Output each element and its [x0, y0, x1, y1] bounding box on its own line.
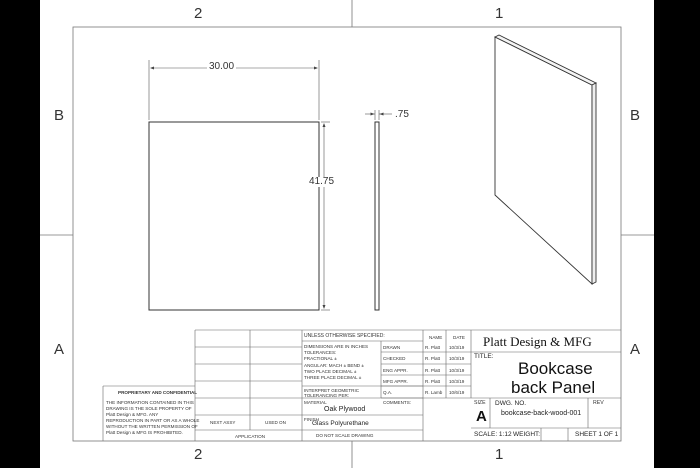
material-value: Oak Plywood	[324, 406, 366, 413]
proprietary-line: THE INFORMATION CONTAINED IN THIS	[106, 400, 194, 405]
finish-label: FINISH	[304, 417, 320, 422]
dwg-no-value: bookcase-back-wood-001	[501, 410, 582, 417]
zone-label: B	[630, 107, 641, 124]
zone-label: 1	[495, 5, 504, 22]
isometric-panel	[495, 35, 596, 284]
proprietary-line: Platt Design & MFG. ANY	[106, 412, 159, 417]
zone-label: 1	[495, 446, 504, 463]
approval-name: R. Platt	[425, 345, 441, 350]
dwg-no-label: DWG. NO.	[495, 400, 527, 407]
approval-name: R. Platt	[425, 356, 441, 361]
dims-label: DIMENSIONS ARE IN INCHES	[304, 344, 369, 349]
thickness-dimension: .75	[395, 109, 409, 120]
two-place-label: TWO PLACE DECIMAL ±	[304, 369, 357, 374]
zone-label: B	[54, 107, 65, 124]
approval-date: 10/3/19	[449, 368, 465, 373]
application-label: APPLICATION	[235, 434, 266, 439]
tolerancing-label: TOLERANCING PER:	[304, 393, 350, 398]
size-value: A	[476, 408, 487, 425]
width-dimension: 30.00	[209, 61, 235, 72]
zone-label: 2	[194, 5, 203, 22]
zone-label: A	[54, 341, 65, 358]
proprietary-line: DRAWING IS THE SOLE PROPERTY OF	[106, 406, 192, 411]
interpret-label: INTERPRET GEOMETRIC	[304, 388, 360, 393]
angular-label: ANGULAR: MACH ± BEND ±	[304, 363, 364, 368]
finish-value: Glass Polyurethane	[312, 420, 369, 427]
company-name: Platt Design & MFG	[483, 334, 592, 349]
drawing-title-line1: Bookcase	[518, 359, 593, 378]
proprietary-line: Platt Design & MFG IS PROHIBITED.	[106, 430, 183, 435]
approval-date: 10/3/19	[449, 356, 465, 361]
proprietary-line: WITHOUT THE WRITTEN PERMISSION OF	[106, 424, 198, 429]
sheet-label: SHEET 1 OF 1	[575, 431, 619, 438]
approval-name: R. Lamb	[425, 390, 443, 395]
comments-label: COMMENTS:	[383, 400, 412, 405]
approval-name: R. Platt	[425, 368, 441, 373]
three-place-label: THREE PLACE DECIMAL ±	[304, 375, 362, 380]
size-label: SIZE	[474, 400, 486, 406]
no-scale-label: DO NOT SCALE DRAWING	[316, 433, 374, 438]
tolerances-label: TOLERANCES:	[304, 350, 337, 355]
approval-date: 10/6/19	[449, 390, 465, 395]
approval-role: ENG APPR.	[383, 368, 408, 373]
drawing-title-line2: back Panel	[511, 378, 596, 397]
zone-label: A	[630, 341, 641, 358]
unless-specified-label: UNLESS OTHERWISE SPECIFIED:	[304, 333, 385, 339]
drawing-sheet	[40, 0, 654, 468]
approval-name: R. Platt	[425, 379, 441, 384]
approval-role: CHECKED	[383, 356, 406, 361]
scale-label: SCALE: 1:12	[474, 431, 512, 438]
approval-date: 10/3/19	[449, 379, 465, 384]
weight-label: WEIGHT:	[513, 431, 541, 438]
date-header: DATE	[453, 335, 465, 340]
name-header: NAME	[429, 335, 443, 340]
front-view-panel	[149, 122, 319, 310]
fractional-label: FRACTIONAL ±	[304, 356, 337, 361]
proprietary-heading: PROPRIETARY AND CONFIDENTIAL	[118, 390, 198, 395]
rev-label: REV	[593, 400, 604, 406]
next-assy-label: NEXT ASSY	[210, 420, 236, 425]
height-dimension: 41.75	[309, 176, 335, 187]
zone-label: 2	[194, 446, 203, 463]
proprietary-line: REPRODUCTION IN PART OR AS A WHOLE	[106, 418, 200, 423]
side-view-panel	[375, 122, 379, 310]
approval-role: DRAWN	[383, 345, 401, 350]
material-label: MATERIAL	[304, 400, 327, 405]
approval-date: 10/3/19	[449, 345, 465, 350]
approval-role: Q.A.	[383, 390, 393, 395]
used-on-label: USED ON	[265, 420, 286, 425]
approval-role: MFG APPR.	[383, 379, 409, 384]
title-label: TITLE:	[474, 353, 494, 360]
